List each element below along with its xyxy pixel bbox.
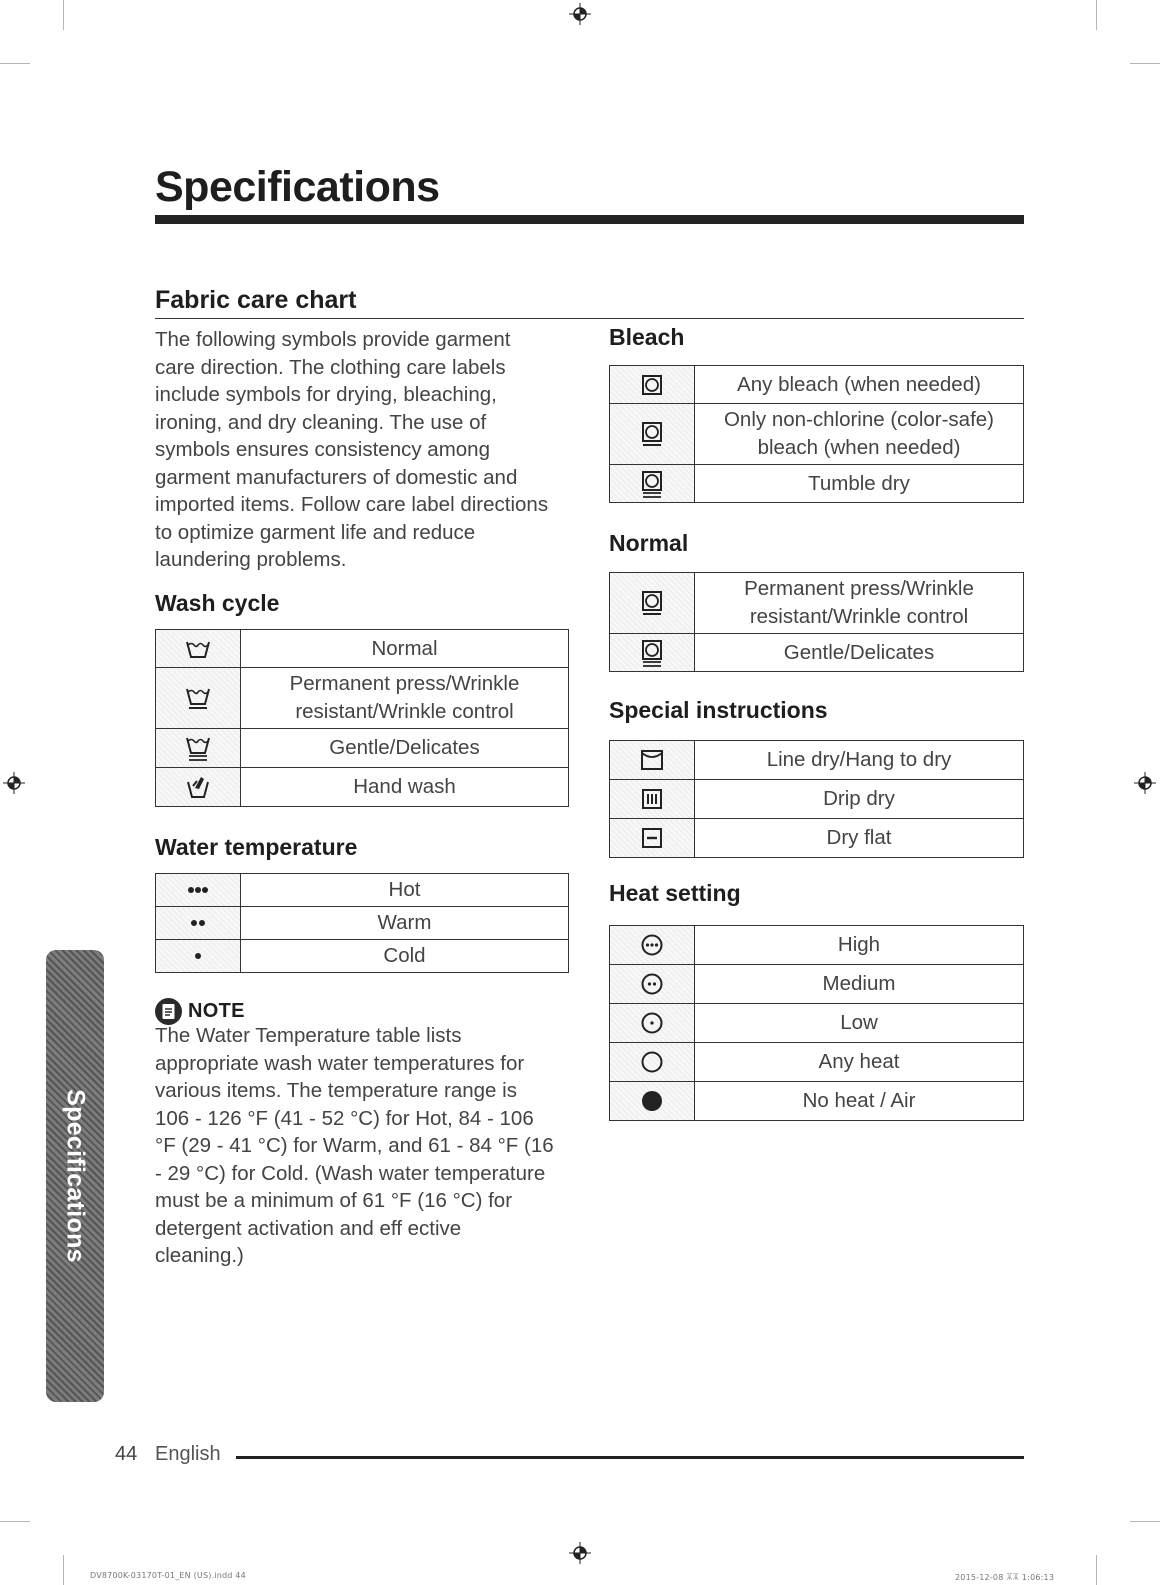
- table-row: [610, 366, 1024, 404]
- table-row: [610, 741, 1024, 780]
- title-rule: [155, 215, 1024, 224]
- registration-mark-icon: [569, 1542, 591, 1564]
- special-instructions-table: [609, 740, 1024, 858]
- side-tab[interactable]: [46, 950, 104, 1402]
- tumble-dry-two-bars-icon: [641, 639, 663, 667]
- crop-mark-left-top: [0, 63, 30, 64]
- special-instruction-label: Line dry/Hang to dry: [695, 741, 1024, 780]
- symbol-cell: [610, 404, 695, 465]
- symbol-cell: [156, 668, 241, 729]
- special-instruction-label: Dry flat: [695, 819, 1024, 858]
- two-dots-icon: [188, 918, 208, 928]
- crop-mark-right-top: [1130, 63, 1160, 64]
- wash-cycle-heading: Wash cycle: [155, 590, 280, 616]
- intro-paragraph: The following symbols provide garment care direction. The clothing care labels include symbols for drying, bleaching, ironing, and dry cleaning. The use of symbols ensures consistency among garment manufacturers of domestic and imported items. Follow care label directions to optimize garment life and reduce laundering problems.: [155, 328, 549, 571]
- heat-setting-heading: Heat setting: [609, 880, 741, 906]
- one-dot-icon: [193, 951, 203, 961]
- line-dry-icon: [640, 749, 664, 771]
- section-rule: [155, 318, 1024, 319]
- special-instructions-heading: Special instructions: [609, 697, 828, 723]
- table-row: [156, 668, 569, 729]
- heat-setting-table: [609, 925, 1024, 1121]
- table-row: [610, 1004, 1024, 1043]
- water-temperature-table: [155, 873, 569, 973]
- wash-cycle-label: Permanent press/Wrinkle resistant/Wrinkle control: [241, 668, 569, 729]
- section-title: Fabric care chart: [155, 286, 357, 314]
- symbol-cell: [156, 768, 241, 807]
- table-row: [156, 768, 569, 807]
- registration-mark-icon: [1134, 772, 1156, 794]
- symbol-cell: [610, 780, 695, 819]
- wash-cycle-label: Hand wash: [241, 768, 569, 807]
- table-row: [156, 630, 569, 668]
- symbol-cell: [610, 573, 695, 634]
- drip-dry-icon: [641, 788, 663, 810]
- table-row: [610, 1043, 1024, 1082]
- water-temperature-label: Cold: [241, 940, 569, 973]
- symbol-cell: [610, 1043, 695, 1082]
- special-instruction-label: Drip dry: [695, 780, 1024, 819]
- table-row: [610, 465, 1024, 503]
- heat-setting-label: Low: [695, 1004, 1024, 1043]
- crop-mark-top-right: [1096, 0, 1097, 30]
- table-row: [610, 780, 1024, 819]
- tumble-dry-square-icon: [641, 374, 663, 396]
- water-temperature-label: Warm: [241, 907, 569, 940]
- note-heading: [155, 998, 245, 1025]
- symbol-cell: [610, 926, 695, 965]
- washtub-icon: [185, 638, 211, 660]
- heat-setting-label: No heat / Air: [695, 1082, 1024, 1121]
- note-text: The Water Temperature table lists appropriate wash water temperatures for various items. The temperature range is 106 - 126 °F (41 - 52 °C) for Hot, 84 - 106 °F (29 - 41 °C) for Warm, and 61 - 84 °F (16 - 29 °C) for Cold. (Wash water temperature must be a minimum of 61 °F (16 °C) for detergent activation and eff ective cleaning.): [155, 1024, 554, 1267]
- tumble-dry-two-bars-icon: [641, 470, 663, 498]
- print-slug-left: DV8700K-03170T-01_EN (US).indd 44: [90, 1571, 246, 1580]
- side-tab-label: Specifications: [61, 1089, 90, 1263]
- water-temperature-label: Hot: [241, 874, 569, 907]
- filled-circle-icon: [640, 1089, 664, 1113]
- table-row: [156, 874, 569, 907]
- tumble-dry-one-bar-icon: [641, 421, 663, 447]
- symbol-cell: [156, 729, 241, 768]
- normal-label: Gentle/Delicates: [695, 634, 1024, 672]
- symbol-cell: [610, 1082, 695, 1121]
- symbol-cell: [156, 940, 241, 973]
- dry-flat-icon: [641, 827, 663, 849]
- registration-mark-icon: [3, 772, 25, 794]
- circle-one-dot-icon: [640, 1011, 664, 1035]
- page-number: 44: [115, 1443, 138, 1465]
- bleach-heading: Bleach: [609, 324, 685, 350]
- crop-mark-left-bottom: [0, 1521, 30, 1522]
- crop-mark-right-bottom: [1130, 1521, 1160, 1522]
- symbol-cell: [610, 366, 695, 404]
- symbol-cell: [156, 907, 241, 940]
- table-row: [610, 634, 1024, 672]
- registration-mark-icon: [569, 3, 591, 25]
- table-row: [610, 965, 1024, 1004]
- symbol-cell: [156, 874, 241, 907]
- three-dots-icon: [185, 885, 211, 895]
- washtub-one-bar-icon: [185, 685, 211, 711]
- heat-setting-label: High: [695, 926, 1024, 965]
- wash-cycle-label: Gentle/Delicates: [241, 729, 569, 768]
- crop-mark-bottom-right: [1096, 1555, 1097, 1585]
- crop-mark-top-left: [63, 0, 64, 30]
- table-row: [156, 729, 569, 768]
- heat-setting-label: Any heat: [695, 1043, 1024, 1082]
- normal-heading: Normal: [609, 530, 689, 556]
- symbol-cell: [610, 634, 695, 672]
- table-row: [610, 1082, 1024, 1121]
- normal-table: [609, 572, 1024, 672]
- table-row: [610, 819, 1024, 858]
- note-label: NOTE: [188, 1000, 245, 1022]
- water-temperature-heading: Water temperature: [155, 834, 358, 860]
- symbol-cell: [610, 1004, 695, 1043]
- table-row: [610, 404, 1024, 465]
- symbol-cell: [156, 630, 241, 668]
- table-row: [610, 926, 1024, 965]
- wash-cycle-table: [155, 629, 569, 807]
- normal-label: Permanent press/Wrinkle resistant/Wrinkle control: [695, 573, 1024, 634]
- wash-cycle-label: Normal: [241, 630, 569, 668]
- table-row: [610, 573, 1024, 634]
- hand-wash-icon: [185, 774, 211, 800]
- table-row: [156, 907, 569, 940]
- empty-circle-icon: [640, 1050, 664, 1074]
- symbol-cell: [610, 819, 695, 858]
- crop-mark-bottom-left: [63, 1555, 64, 1585]
- page-title: Specifications: [155, 163, 440, 211]
- tumble-dry-one-bar-icon: [641, 590, 663, 616]
- symbol-cell: [610, 465, 695, 503]
- bleach-label: Any bleach (when needed): [695, 366, 1024, 404]
- bleach-table: [609, 365, 1024, 503]
- page-language: English: [155, 1443, 221, 1465]
- symbol-cell: [610, 965, 695, 1004]
- circle-two-dots-icon: [640, 972, 664, 996]
- table-row: [156, 940, 569, 973]
- circle-three-dots-icon: [640, 933, 664, 957]
- washtub-two-bars-icon: [185, 734, 211, 762]
- bleach-label: Only non-chlorine (color-safe) bleach (when needed): [695, 404, 1024, 465]
- print-slug-right: 2015-12-08 ꈠꈠ 1:06:13: [955, 1573, 1055, 1582]
- note-icon: [155, 998, 182, 1025]
- heat-setting-label: Medium: [695, 965, 1024, 1004]
- footer-rule: [236, 1456, 1024, 1459]
- bleach-label: Tumble dry: [695, 465, 1024, 503]
- symbol-cell: [610, 741, 695, 780]
